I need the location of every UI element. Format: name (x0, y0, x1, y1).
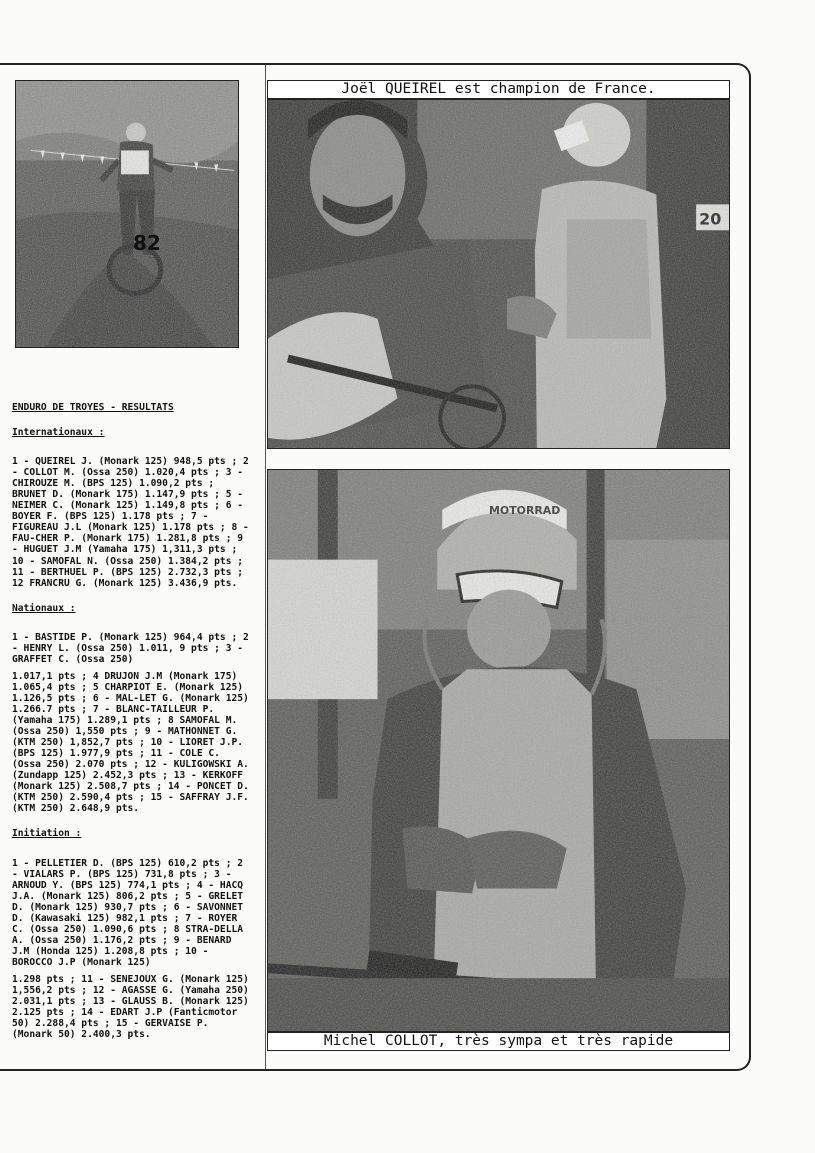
results-nationaux-part-1: 1 - BASTIDE P. (Monark 125) 964,4 pts ; 2 - HENRY L. (Ossa 250) 1.011, 9 pts ; 3 - GRAFFET C. (Ossa 250) (12, 631, 249, 665)
article-title: ENDURO DE TROYES - RESULTATS (12, 402, 174, 413)
results-initiation-part-2: 1.298 pts ; 11 - SENEJOUX G. (Monark 125) 1,556,2 pts ; 12 - AGASSE G. (Yamaha 250) 2.031,1 pts ; 13 - GLAUSS B. (Monark 125) 2.125 pts ; 14 - EDART J.P (Fanticmotor 50) 2.288,4 pts ; 15 - GERVAISE P. (Monark 50) 2.400,3 pts. (12, 973, 249, 1041)
results-internationaux: 1 - QUEIREL J. (Monark 125) 948,5 pts ; 2 - COLLOT M. (Ossa 250) 1.020,4 pts ; 3 - CHIROUZE M. (BPS 125) 1.090,2 pts ; BRUNET D. (Monark 175) 1.147,9 pts ; 5 - NEIMER C. (Monark 125) 1.149,8 pts ; 6 - BOYER F. (BPS 125) 1.178 pts ; 7 - FIGUREAU J.L (Monark 125) 1.178 pts ; 8 - FAU-CHER P. (Monark 175) 1.281,8 pts ; 9 - HUGUET J.M (Yamaha 175) 1,311,3 pts ; 10 - SAMOFAL N. (Ossa 250) 1.384,2 pts ; 11 - BERTHUEL P. (BPS 125) 2.732,3 pts ; 12 FRANCRU G. (Monark 125) 3.436,9 pts. (12, 456, 249, 589)
collot-photo (267, 469, 730, 1032)
results-initiation-part-1: 1 - PELLETIER D. (BPS 125) 610,2 pts ; 2 - VIALARS P. (BPS 125) 731,8 pts ; 3 - ARNOUD Y. (BPS 125) 774,1 pts ; 4 - HACQ J.A. (Monark 125) 806,2 pts ; 5 - GRELET D. (Monark 125) 930,7 pts ; 6 - SAVONNET D. (Kawasaki 125) 982,1 pts ; 7 - ROYER C. (Ossa 250) 1.090,6 pts ; 8 STRA-DELLA A. (Ossa 250) 1.176,2 pts ; 9 - BENARD J.M (Honda 125) 1.208,8 pts ; 10 - BOROCCO J.P (Monark 125) (12, 857, 244, 968)
champion-photo (267, 99, 730, 449)
results-article (12, 402, 250, 1040)
bottom-photo-caption: Michel COLLOT, très sympa et très rapide (267, 1032, 730, 1051)
bib-number: 82 (133, 231, 161, 255)
results-nationaux-part-2: 1.017,1 pts ; 4 DRUJON J.M (Monark 175) 1.065,4 pts ; 5 CHARPIOT E. (Monark 125) 1.126,5 pts ; 6 - MAL-LET G. (Monark 125) 1.266.7 pts ; 7 - BLANC-TAILLEUR P. (Yamaha 175) 1.289,1 pts ; 8 SAMOFAL M. (Ossa 250) 1,550 pts ; 9 - MATHONNET G. (KTM 250) 1,852,7 pts ; 10 - LIORET J.P. (BPS 125) 1.977,9 pts ; 11 - COLE C. (Ossa 250) 2.070 pts ; 12 - KULIGOWSKI A. (Zundapp 125) 2.452,3 pts ; 13 - KERKOFF (Monark 125) 2.508,7 pts ; 14 - PONCET D. (KTM 250) 2.590,4 pts ; 15 - SAFFRAY J.F. (KTM 250) 2.648,9 pts. (12, 670, 249, 815)
rider-photo (15, 80, 239, 348)
section-heading-internationaux: Internationaux : (12, 427, 105, 439)
section-heading-nationaux: Nationaux : (12, 602, 76, 614)
section-heading-initiation: Initiation : (12, 828, 82, 840)
top-photo-caption: Joël QUEIREL est champion de France. (267, 80, 730, 99)
column-divider (265, 65, 266, 1069)
